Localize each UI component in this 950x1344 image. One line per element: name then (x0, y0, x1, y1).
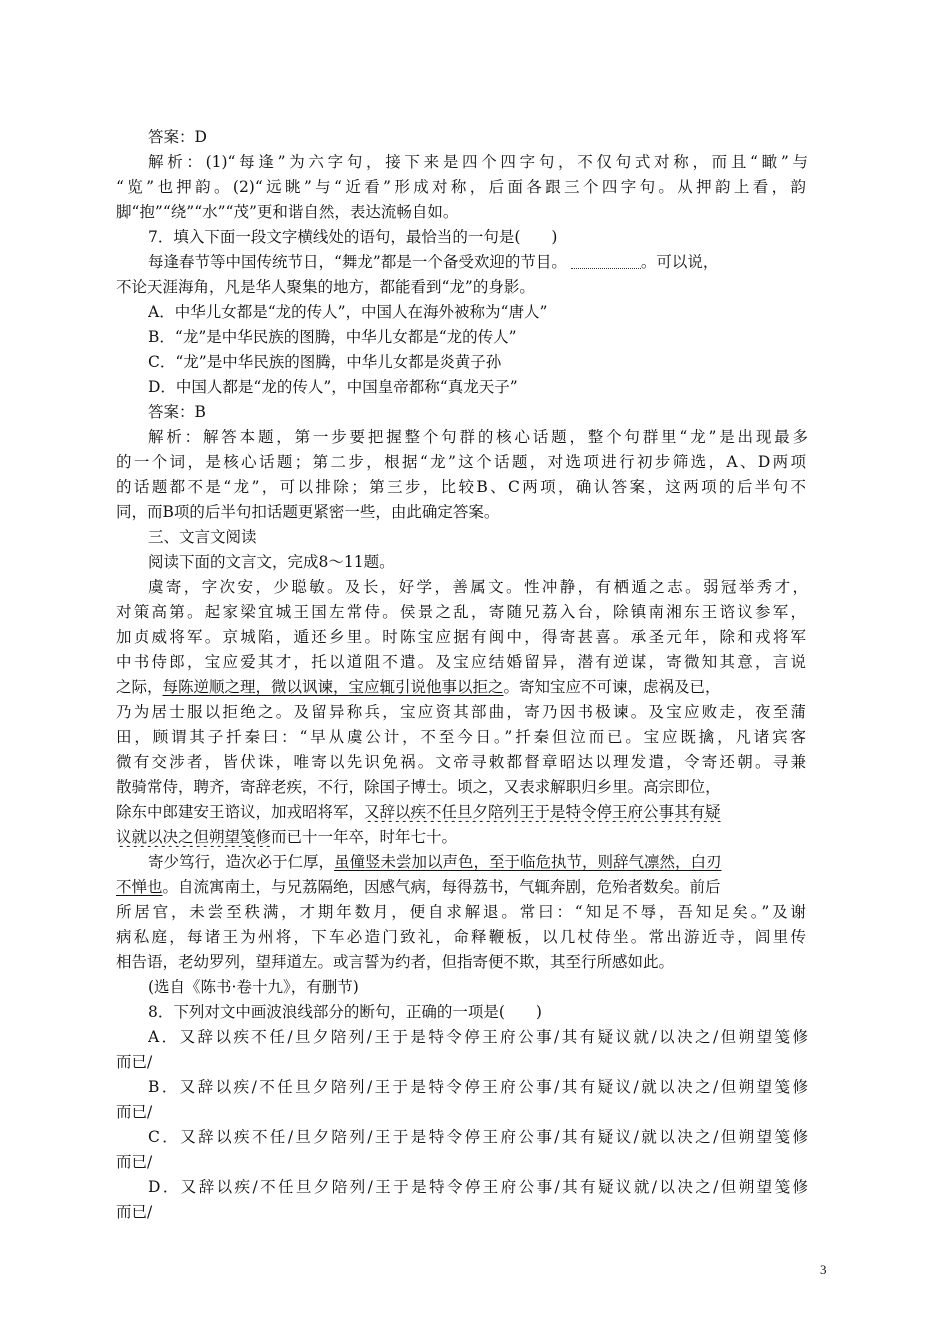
passage-line (148, 852, 808, 872)
passage-line (116, 777, 806, 797)
question-7-passage-line-1 (148, 252, 808, 272)
emphasis-dot-char: 博 (410, 778, 427, 796)
passage-line: 田，顾谓其子扦秦曰：“早从虞公计，不至今日。”扦秦但泣而已。宝应既擒，凡诸宾客 (116, 728, 806, 746)
passage-text: 除东中郎建安王谘议，加戎昭将军， (116, 803, 365, 821)
question-7-option-c: C．“龙”是中华民族的图腾，中华儿女都是炎黄子孙 (148, 353, 502, 371)
underlined-passage: 每陈逆顺之理，微以讽谏，宝应辄引说他事以拒之 (162, 678, 504, 696)
passage-text: 策高第。起家梁宜城王国左常侍。侯景之乱，寄随兄荔入台，除镇南湘东王谘议参军， (133, 603, 806, 621)
section-title: 三、文言文阅读 (148, 528, 257, 546)
question-8-option-b: B．又辞以疾/不任旦夕陪列/王于是特令停王府公事/其有疑议/就以决之/但朔望笺修 (148, 1078, 808, 1096)
question-8-option-a: A．又辞以疾不任/旦夕陪列/王于是特令停王府公事/其有疑议就/以决之/但朔望笺修 (148, 1028, 808, 1046)
analysis-7-line-3: 的话题都不是“龙”，可以排除；第三步，比较B、C两项，确认答案，这两项的后半句不 (116, 478, 806, 496)
passage-line (116, 877, 806, 897)
fill-in-blank (571, 254, 641, 269)
page-number: 3 (820, 1262, 827, 1277)
passage-source: (选自《陈书·卷十九》，有删节) (148, 978, 359, 996)
passage-text: 之际， (116, 678, 163, 696)
passage-line: 加贞威将军。京城陷，遁还乡里。时陈宝应据有闽中，得寄甚喜。承圣元年，除和戎将军 (116, 628, 806, 646)
passage-line: 所居官，未尝至秩满，才期年数月，便自求解退。常曰：“知足不辱，吾知足矣。”及谢 (116, 903, 806, 921)
emphasis-dot-char: 子 (395, 778, 411, 796)
answer-7: 答案：B (148, 403, 206, 421)
passage-text: 寄少笃行，造次必于仁厚， (148, 853, 335, 871)
analysis-6-line-2: “览”也押韵。(2)“远眺”与“近看”形成对称，后面各跟三个四字句。从押韵上看，韵 (116, 178, 806, 196)
passage-line (116, 602, 806, 622)
passage-line: 乃为居士服以拒绝之。及留异称兵，宝应资其部曲，寄乃因书极谏。及宝应败走，夜至蒲 (116, 703, 806, 721)
passage-line (116, 802, 806, 822)
question-8-option-d: D．又辞以疾/不任旦夕陪列/王于是特令停王府公事/其有疑议就/以决之/但朔望笺修 (148, 1178, 808, 1196)
answer-6: 答案：D (148, 128, 207, 146)
emphasis-dot-char: 对 (116, 603, 134, 621)
underlined-passage: 虽僮竖未尝加以声色，至于临危执节，则辞气凛然，白刃 (334, 853, 722, 871)
passage-text: 。可以说， (640, 253, 719, 271)
analysis-6-line-1: 解析：(1)“每逢”为六字句，接下来是四个四字句，不仅句式对称，而且“瞰”与 (148, 153, 808, 171)
underlined-passage: 不惮也 (116, 878, 163, 896)
question-7-passage-line-2: 不论天涯海角，凡是华人聚集的地方，都能看到“龙”的身影。 (116, 278, 535, 296)
question-7-stem: 7．填入下面一段文字横线处的语句，最恰当的一句是( ) (148, 228, 558, 246)
wavy-underlined-passage: 又辞以疾不任旦夕陪列王于是特令停王府公事其有疑 (364, 803, 721, 821)
analysis-6-line-3: 脚“抱”“绕”“水”“茂”更和谐自然，表达流畅自如。 (116, 203, 459, 221)
question-7-option-d: D．中国人都是“龙的传人”，中国皇帝都称“真龙天子” (148, 378, 518, 396)
question-8-stem: 8．下列对文中画波浪线部分的断句，正确的一项是( ) (148, 1003, 542, 1021)
analysis-7-line-2: 的一个词，是核心话题；第二步，根据“龙”这个话题，对选项进行初步筛选，A、D两项 (116, 453, 806, 471)
question-7-option-b: B．“龙”是中华民族的图腾，中华儿女都是“龙的传人” (148, 328, 517, 346)
passage-text: 。寄知宝应不可谏，虑祸及已， (503, 678, 721, 696)
analysis-7-line-1: 解析：解答本题，第一步要把握整个句群的核心话题，整个句群里“龙”是出现最多 (148, 428, 808, 446)
passage-line: 中书侍郎，宝应爱其才，托以道阻不遣。及宝应结婚留异，潜有逆谋，寄微知其意，言说 (116, 653, 806, 671)
passage-text: 而已十一年卒，时年七十。 (271, 828, 458, 846)
question-8-option-c: C．又辞以疾不任/旦夕陪列/王于是特令停王府公事/其有疑议/就以决之/但朔望笺修 (148, 1128, 808, 1146)
section-instruction: 阅读下面的文言文，完成8～11题。 (148, 553, 395, 571)
passage-line: 虞寄，字次安，少聪敏。及长，好学，善属文。性冲静，有栖遁之志。弱冠举秀才， (148, 578, 808, 596)
question-8-option-a-cont: 而已/ (116, 1053, 153, 1071)
passage-line: 微有交涉者，皆伏诛，唯寄以先识免祸。文帝寻敕都督章昭达以理发遣，令寄还朝。寻兼 (116, 753, 806, 771)
passage-line: 相告语，老幼罗列，望拜道左。或言誓为约者，但指寄便不欺，其至行所感如此。 (116, 953, 675, 971)
question-8-option-c-cont: 而已/ (116, 1153, 153, 1171)
passage-line: 病私庭，每诸王为州将，下车必造门致礼，命释鞭板，以几杖侍坐。常出游近寺，闾里传 (116, 928, 806, 946)
question-8-option-d-cont: 而已/ (116, 1203, 153, 1221)
emphasis-dot-char: 国 (379, 778, 396, 796)
passage-text: 。自流寓南土，与兄荔隔绝，因感气病，每得荔书，气辄奔剧，危殆者数矣。前后 (162, 878, 721, 896)
passage-line (116, 827, 806, 847)
question-8-option-b-cont: 而已/ (116, 1103, 153, 1121)
passage-text: 散骑常侍，聘齐，寄辞老疾，不行，除 (116, 778, 380, 796)
passage-text: 。顷之，又表求解职归乡里。高宗即位， (441, 778, 721, 796)
passage-text: 每逢春节等中国传统节日，“舞龙”都是一个备受欢迎的节目。 (148, 253, 567, 271)
analysis-7-line-4: 同，而B项的后半句扣话题更紧密一些，由此确定答案。 (116, 503, 500, 521)
passage-line (116, 677, 806, 697)
question-7-option-a: A．中华儿女都是“龙的传人”，中国人在海外被称为“唐人” (148, 303, 548, 321)
emphasis-dot-char: 士 (426, 778, 442, 796)
wavy-underlined-passage: 议就以决之但朔望笺修 (116, 828, 272, 846)
